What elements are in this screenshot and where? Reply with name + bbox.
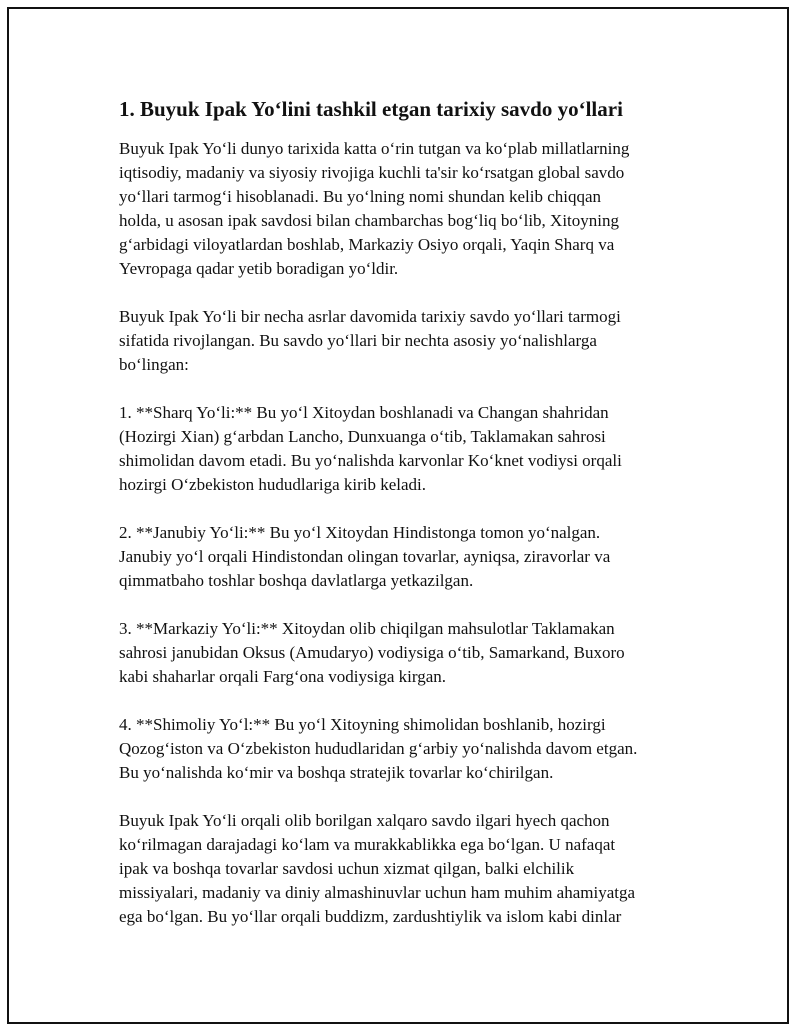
text-line: ipak va boshqa tovarlar savdosi uchun xizmat qilgan, balki elchilik xyxy=(119,859,575,878)
text-line: Qozog‘iston va O‘zbekiston hududlaridan g‘arbiy yo‘nalishda davom etgan. xyxy=(119,739,638,758)
text-line: hozirgi O‘zbekiston hududlariga kirib keladi. xyxy=(119,475,427,494)
paragraph-route-east xyxy=(119,401,699,497)
text-line: 3. **Markaziy Yo‘li:** Xitoydan olib chiqilgan mahsulotlar Taklamakan xyxy=(119,619,615,638)
text-line: kabi shaharlar orqali Farg‘ona vodiysiga kirgan. xyxy=(119,667,447,686)
text-line: ko‘rilmagan darajadagi ko‘lam va murakkablikka ega bo‘lgan. U nafaqat xyxy=(119,835,616,854)
text-line: Buyuk Ipak Yo‘li dunyo tarixida katta o‘rin tutgan va ko‘plab millatlarning xyxy=(119,139,630,158)
paragraph-route-north xyxy=(119,713,699,785)
text-line: qimmatbaho toshlar boshqa davlatlarga yetkazilgan. xyxy=(119,571,474,590)
text-line: g‘arbidagi viloyatlardan boshlab, Markaziy Osiyo orqali, Yaqin Sharq va xyxy=(119,235,615,254)
text-line: ega bo‘lgan. Bu yo‘llar orqali buddizm, zardushtiylik va islom kabi dinlar xyxy=(119,907,622,926)
text-line: 2. **Janubiy Yo‘li:** Bu yo‘l Xitoydan Hindistonga tomon yo‘nalgan. xyxy=(119,523,601,542)
paragraph-route-central xyxy=(119,617,699,689)
text-line: yo‘llari tarmog‘i hisoblanadi. Bu yo‘lning nomi shundan kelib chiqqan xyxy=(119,187,602,206)
document-page xyxy=(7,7,789,1024)
text-line: 1. **Sharq Yo‘li:** Bu yo‘l Xitoydan boshlanadi va Changan shahridan xyxy=(119,403,609,422)
text-line: shimolidan davom etadi. Bu yo‘nalishda karvonlar Ko‘knet vodiysi orqali xyxy=(119,451,622,470)
text-line: Bu yo‘nalishda ko‘mir va boshqa stratejik tovarlar ko‘chirilgan. xyxy=(119,763,554,782)
paragraph-routes-intro xyxy=(119,305,699,377)
paragraph-route-south xyxy=(119,521,699,593)
text-line: missiyalari, madaniy va diniy almashinuvlar uchun ham muhim ahamiyatga xyxy=(119,883,636,902)
text-line: bo‘lingan: xyxy=(119,355,189,374)
text-line: 4. **Shimoliy Yo‘l:** Bu yo‘l Xitoyning shimolidan boshlanib, hozirgi xyxy=(119,715,606,734)
text-line: holda, u asosan ipak savdosi bilan chambarchas bog‘liq bo‘lib, Xitoyning xyxy=(119,211,619,230)
text-line: Yevropaga qadar yetib boradigan yo‘ldir. xyxy=(119,259,399,278)
paragraph-intro xyxy=(119,137,699,281)
text-line: Buyuk Ipak Yo‘li bir necha asrlar davomida tarixiy savdo yo‘llari tarmogi xyxy=(119,307,621,326)
section-heading: 1. Buyuk Ipak Yo‘lini tashkil etgan tarixiy savdo yo‘llari xyxy=(119,97,623,121)
text-line: iqtisodiy, madaniy va siyosiy rivojiga kuchli ta'sir ko‘rsatgan global savdo xyxy=(119,163,625,182)
text-line: Buyuk Ipak Yo‘li orqali olib borilgan xalqaro savdo ilgari hyech qachon xyxy=(119,811,610,830)
text-line: Janubiy yo‘l orqali Hindistondan olingan tovarlar, ayniqsa, ziravorlar va xyxy=(119,547,611,566)
text-line: sifatida rivojlangan. Bu savdo yo‘llari bir nechta asosiy yo‘nalishlarga xyxy=(119,331,597,350)
paragraph-trade-significance xyxy=(119,809,699,929)
text-line: sahrosi janubidan Oksus (Amudaryo) vodiysiga o‘tib, Samarkand, Buxoro xyxy=(119,643,625,662)
text-line: (Hozirgi Xian) g‘arbdan Lancho, Dunxuanga o‘tib, Taklamakan sahrosi xyxy=(119,427,606,446)
document-body xyxy=(119,95,699,953)
